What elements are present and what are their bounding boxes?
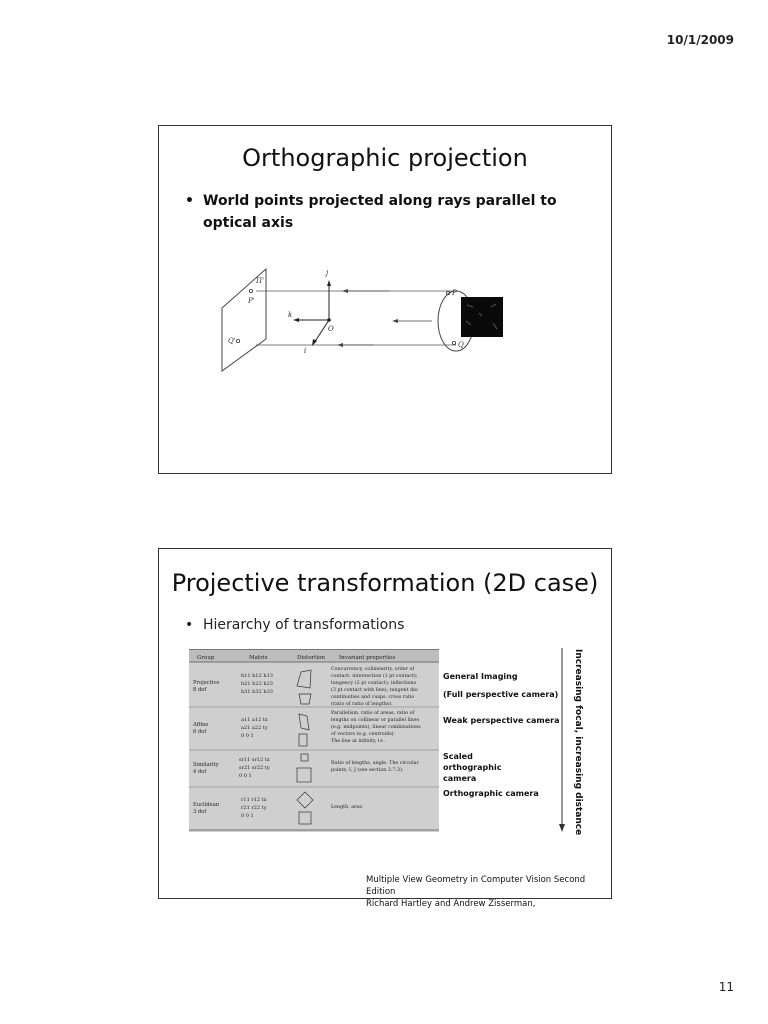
citation [366, 874, 611, 910]
downward-arrow [556, 648, 568, 833]
bullet-text: Hierarchy of transformations [203, 617, 405, 633]
orthographic-projection-diagram [214, 263, 492, 373]
label-q-prime: Q' [228, 337, 236, 345]
row-group: Similarity [193, 762, 219, 768]
invariant-line: Ratio of lengths, angle. The circular [331, 761, 419, 766]
invariant-line: Length, area [331, 805, 363, 810]
row-dof: 6 dof [193, 729, 207, 735]
page-date: 10/1/2009 [666, 33, 734, 47]
row-group: Euclidean [193, 802, 220, 808]
matrix-line: 0 0 1 [241, 813, 254, 819]
label-i: i [304, 347, 307, 355]
table-header-matrix: Matrix [249, 655, 268, 661]
camera-label-orthographic: Orthographic camera [443, 789, 539, 798]
camera-label-full-perspective: (Full perspective camera) [443, 690, 559, 699]
bullet-text: World points projected along rays parallel to optical axis [203, 193, 557, 231]
bullet-icon: • [185, 617, 194, 633]
invariant-line: Parallelism, ratio of areas, ratio of [331, 711, 415, 716]
matrix-line: r11 r12 tx [241, 797, 267, 803]
vertical-axis-label: Increasing focal, increasing distance [573, 649, 583, 836]
label-k: k [288, 311, 293, 319]
page-number: 11 [718, 980, 734, 994]
table-header-distortion: Distortion [297, 655, 325, 661]
invariant-line: (3 pt contact with line); tangent dis- [331, 688, 419, 693]
matrix-line: a21 a22 ty [241, 725, 268, 731]
matrix-line: 0 0 1 [241, 733, 254, 739]
matrix-line: r21 r22 ty [241, 805, 267, 811]
matrix-line: h31 h32 h33 [241, 689, 273, 695]
bullet-icon: • [185, 193, 194, 209]
matrix-line: h11 h12 h13 [241, 673, 273, 679]
citation-line: Multiple View Geometry in Computer Vision Second Edition [366, 875, 586, 897]
invariant-line: Concurrency, collinearity, order of [331, 667, 415, 672]
label-j: j [326, 269, 329, 277]
invariant-line: points, I, J (see section 2.7.3). [331, 768, 404, 773]
matrix-line: h21 h22 h23 [241, 681, 273, 687]
bullet-point [185, 614, 585, 636]
row-dof: 4 dof [193, 769, 207, 775]
bullet-point [185, 190, 585, 234]
invariant-line: tangency (2 pt contact); inflections [331, 681, 417, 686]
slide-title: Orthographic projection [242, 144, 528, 172]
table-header-group: Group [197, 655, 215, 661]
label-p: P [452, 289, 457, 297]
invariant-line: (e.g. midpoints), linear combinations [331, 725, 421, 730]
citation-line: Richard Hartley and Andrew Zisserman, [366, 899, 536, 909]
invariant-line: lengths on collinear or parallel lines [331, 718, 420, 723]
row-dof: 3 dof [193, 809, 207, 815]
transformation-hierarchy-table [189, 649, 439, 832]
camera-label-scaled-orthographic: Scaled orthographic camera [443, 752, 502, 783]
label-o: O [328, 325, 334, 333]
row-group: Affine [193, 722, 209, 728]
invariant-line: contact: intersection (1 pt contact); [331, 674, 418, 679]
label-pi-prime: Π' [256, 277, 265, 285]
row-group: Projective [193, 680, 220, 686]
label-q: Q [458, 341, 464, 349]
invariant-line: of vectors (e.g. centroids). [331, 732, 396, 737]
black-image-thumbnail [461, 297, 503, 337]
row-dof: 8 dof [193, 687, 207, 693]
invariant-line: continuities and cusps. cross ratio [331, 695, 415, 700]
table-header-invariants: Invariant properties [339, 655, 396, 661]
matrix-line: 0 0 1 [239, 773, 252, 779]
invariant-line: The line at infinity, l∞. [331, 739, 386, 744]
slide-orthographic-projection [158, 125, 612, 474]
slide-title: Projective transformation (2D case) [171, 569, 599, 597]
matrix-line: a11 a12 tx [241, 717, 268, 723]
label-p-prime: P' [248, 297, 255, 305]
invariant-line: (ratio of ratio of lengths). [331, 702, 393, 707]
camera-label-weak-perspective: Weak perspective camera [443, 716, 560, 725]
matrix-line: sr21 sr22 ty [239, 765, 270, 771]
camera-label-general: General Imaging [443, 672, 518, 681]
matrix-line: sr11 sr12 tx [239, 757, 270, 763]
slide-projective-transformation [158, 548, 612, 909]
